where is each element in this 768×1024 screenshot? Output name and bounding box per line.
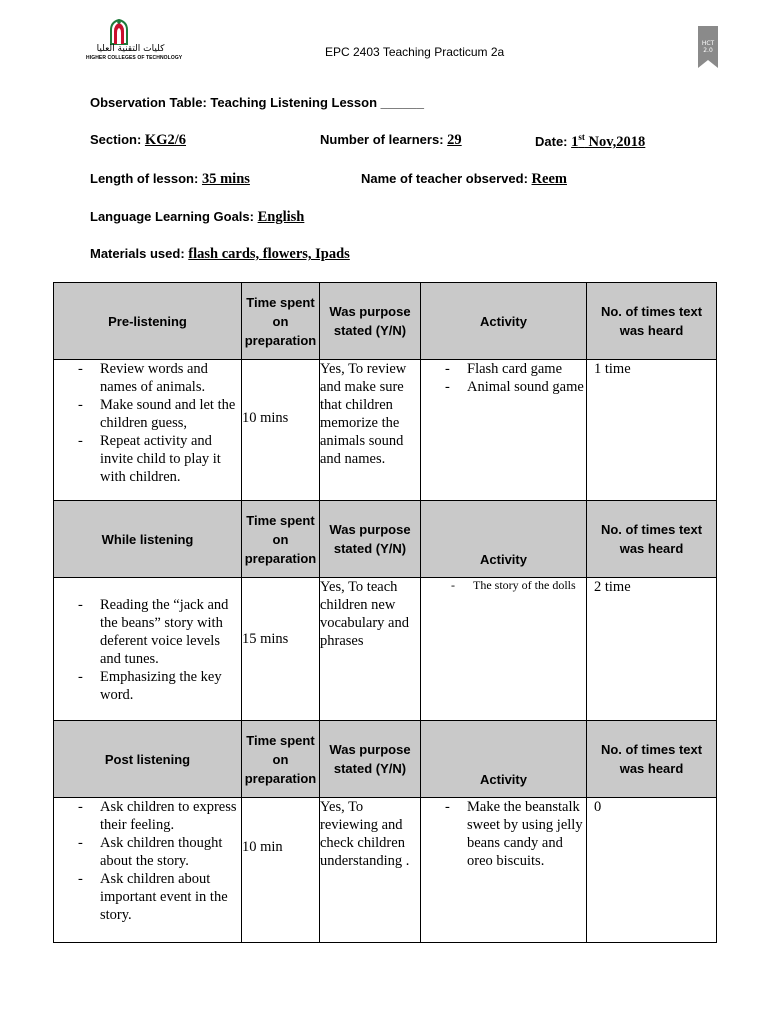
header-row-while [54, 501, 717, 578]
badge-text: HCT 2.0 [701, 40, 715, 54]
activity-cell [421, 578, 587, 721]
list-item: - The story of the dolls [473, 578, 586, 592]
col-time-header: Time spent on preparation [242, 501, 320, 578]
col-activity-header: Activity [421, 283, 587, 360]
col-activity-header: Activity [421, 721, 587, 798]
times-heard-cell: 1 time [587, 360, 717, 501]
col-time-header: Time spent on preparation [242, 283, 320, 360]
stage-while-listening: While listening [54, 501, 242, 578]
col-time-header: Time spent on preparation [242, 721, 320, 798]
length-field: Length of lesson: 35 mins [90, 171, 250, 187]
steps-cell [54, 798, 242, 943]
purpose-cell: Yes, To teach children new vocabulary and phrases [320, 578, 421, 721]
times-heard-cell: 2 time [587, 578, 717, 721]
logo-arabic-text: كليات التقنية العليا [96, 44, 165, 54]
section-value: KG2/6 [144, 132, 187, 148]
list-item: - Emphasizing the key word. [100, 668, 241, 704]
list-item: - Flash card game [467, 360, 586, 378]
teacher-field: Name of teacher observed: Reem [361, 171, 567, 187]
list-item: - Ask children thought about the story. [100, 834, 241, 870]
table-row [54, 798, 717, 943]
col-purpose-header: Was purpose stated (Y/N) [320, 501, 421, 578]
col-times-heard-header: No. of times text was heard [587, 501, 717, 578]
table-row [54, 360, 717, 501]
times-heard-cell: 0 [587, 798, 717, 943]
col-purpose-header: Was purpose stated (Y/N) [320, 283, 421, 360]
activity-cell [421, 360, 587, 501]
time-cell: 15 mins [242, 578, 320, 721]
learners-field: Number of learners: 29 [320, 132, 462, 148]
list-item: - Ask children to express their feeling. [100, 798, 241, 834]
section-field: Section: KG2/6 [90, 132, 187, 148]
course-title: EPC 2403 Teaching Practicum 2a [325, 45, 505, 59]
table-row [54, 578, 717, 721]
steps-cell [54, 360, 242, 501]
list-item: - Ask children about important event in the story. [100, 870, 241, 924]
logo-english-text: HIGHER COLLEGES OF TECHNOLOGY [86, 55, 183, 61]
col-times-heard-header: No. of times text was heard [587, 721, 717, 798]
observation-title: Observation Table: Teaching Listening Lesson ______ [90, 95, 425, 110]
activity-cell [421, 798, 587, 943]
teacher-value: Reem [531, 171, 567, 187]
list-item: - Repeat activity and invite child to play it with children. [100, 432, 241, 486]
list-item: - Review words and names of animals. [100, 360, 241, 396]
list-item: - Make the beanstalk sweet by using jelly beans candy and oreo biscuits. [467, 798, 586, 870]
length-value: 35 mins [201, 171, 250, 187]
list-item: - Make sound and let the children guess, [100, 396, 241, 432]
goals-field: Language Learning Goals: English [90, 209, 305, 225]
observation-table [53, 282, 717, 943]
date-value: 1st Nov,2018 [571, 132, 646, 150]
col-times-heard-header: No. of times text was heard [587, 283, 717, 360]
materials-value: flash cards, flowers, Ipads [188, 246, 350, 262]
col-activity-header: Activity [421, 501, 587, 578]
col-purpose-header: Was purpose stated (Y/N) [320, 721, 421, 798]
time-cell: 10 min [242, 798, 320, 943]
date-field: Date: 1st Nov,2018 [535, 132, 646, 150]
stage-pre-listening: Pre-listening [54, 283, 242, 360]
materials-field: Materials used: flash cards, flowers, Ipads [90, 246, 350, 262]
learners-value: 29 [447, 132, 462, 148]
steps-cell [54, 578, 242, 721]
purpose-cell: Yes, To reviewing and check children understanding . [320, 798, 421, 943]
stage-post-listening: Post listening [54, 721, 242, 798]
list-item: - Animal sound game [467, 378, 586, 396]
header-row-pre [54, 283, 717, 360]
time-cell: 10 mins [242, 360, 320, 501]
purpose-cell: Yes, To review and make sure that children memorize the animals sound and names. [320, 360, 421, 501]
list-item: - Reading the “jack and the beans” story with deferent voice levels and tunes. [100, 596, 241, 668]
goals-value: English [257, 209, 305, 225]
header-row-post [54, 721, 717, 798]
